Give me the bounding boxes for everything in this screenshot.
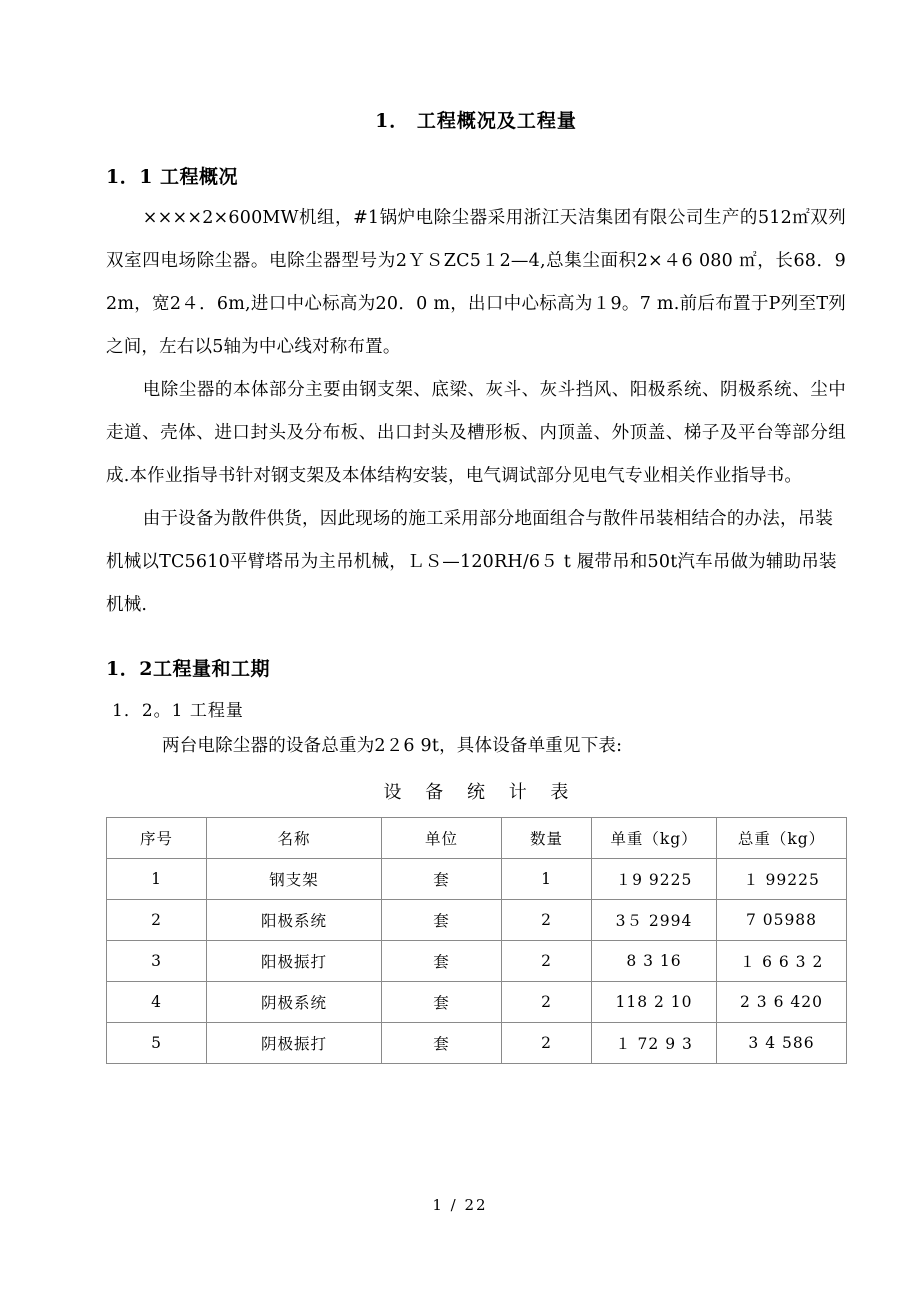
cell-index: 5 <box>107 1022 207 1063</box>
section-heading-1-2-1: 1．2。1 工程量 <box>112 700 244 721</box>
cell-quantity: 1 <box>502 858 592 899</box>
cell-total-weight: 7 05988 <box>717 899 847 940</box>
cell-total-weight: 2 3 6 420 <box>717 981 847 1022</box>
equipment-statistics-table <box>106 817 847 1064</box>
cell-quantity: 2 <box>502 1022 592 1063</box>
cell-quantity: 2 <box>502 940 592 981</box>
cell-index: 4 <box>107 981 207 1022</box>
column-header-total-weight: 总重（kg） <box>717 817 847 858</box>
cell-index: 1 <box>107 858 207 899</box>
column-header-name: 名称 <box>207 817 382 858</box>
cell-unit: 套 <box>382 1022 502 1063</box>
cell-unit-weight: 8 3 16 <box>592 940 717 981</box>
cell-name: 阴极系统 <box>207 981 382 1022</box>
section-heading-1-1: 1．1 工程概况 <box>106 165 239 188</box>
cell-quantity: 2 <box>502 899 592 940</box>
cell-unit: 套 <box>382 981 502 1022</box>
cell-name: 钢支架 <box>207 858 382 899</box>
column-header-unit: 单位 <box>382 817 502 858</box>
table-header-row <box>107 817 847 858</box>
cell-total-weight: 3 4 586 <box>717 1022 847 1063</box>
cell-index: 3 <box>107 940 207 981</box>
cell-unit: 套 <box>382 858 502 899</box>
table-row <box>107 1022 847 1063</box>
paragraph-main-body-components: 电除尘器的本体部分主要由钢支架、底梁、灰斗、灰斗挡风、阳极系统、阴极系统、尘中走道、壳体、进口封头及分布板、出口封头及槽形板、内顶盖、外顶盖、梯子及平台等部分组成.本作业指导书针对钢支架及本体结构安装，电气调试部分见电气专业相关作业指导书。 <box>106 380 846 487</box>
section-heading-1-2: 1．2工程量和工期 <box>106 658 270 681</box>
table-row <box>107 899 847 940</box>
cell-name: 阳极振打 <box>207 940 382 981</box>
cell-unit: 套 <box>382 940 502 981</box>
cell-unit-weight: 3５ 2994 <box>592 899 717 940</box>
paragraph-lifting-equipment: 由于设备为散件供货，因此现场的施工采用部分地面组合与散件吊装相结合的办法，吊装机械以TC5610平臂塔吊为主吊机械，ＬＳ—120RH/6５ t 履带吊和50t汽车吊做为辅助吊装机械. <box>106 509 837 616</box>
cell-name: 阴极振打 <box>207 1022 382 1063</box>
cell-index: 2 <box>107 899 207 940</box>
page-title: 1． 工程概况及工程量 <box>375 110 577 132</box>
table-row <box>107 981 847 1022</box>
column-header-quantity: 数量 <box>502 817 592 858</box>
column-header-unit-weight: 单重（kg） <box>592 817 717 858</box>
paragraph-total-weight: 两台电除尘器的设备总重为2２6 9t，具体设备单重见下表: <box>162 735 623 756</box>
cell-unit: 套 <box>382 899 502 940</box>
table-row <box>107 940 847 981</box>
cell-total-weight: １ 99225 <box>717 858 847 899</box>
page-footer: 1 / 22 <box>432 1196 488 1214</box>
column-header-index: 序号 <box>107 817 207 858</box>
table-row <box>107 858 847 899</box>
cell-unit-weight: １ 72 9 3 <box>592 1022 717 1063</box>
cell-unit-weight: 118 2 10 <box>592 981 717 1022</box>
page-content <box>106 0 846 1064</box>
cell-total-weight: １ 6 6 3 2 <box>717 940 847 981</box>
cell-unit-weight: １9 9225 <box>592 858 717 899</box>
paragraph-project-overview: ××××2×600MW机组，#1锅炉电除尘器采用浙江天洁集团有限公司生产的512㎡双列双室四电场除尘器。电除尘器型号为2ＹＳZC5１2—4,总集尘面积2×４6 080 ㎡，长68．9 2m，宽2４．6m,进口中心标高为20．0 m，出口中心标高为１9。7 m.前后布置于P列至T列之间，左右以5轴为中心线对称布置。 <box>106 208 846 358</box>
cell-quantity: 2 <box>502 981 592 1022</box>
cell-name: 阳极系统 <box>207 899 382 940</box>
table-caption: 设 备 统 计 表 <box>383 781 578 803</box>
